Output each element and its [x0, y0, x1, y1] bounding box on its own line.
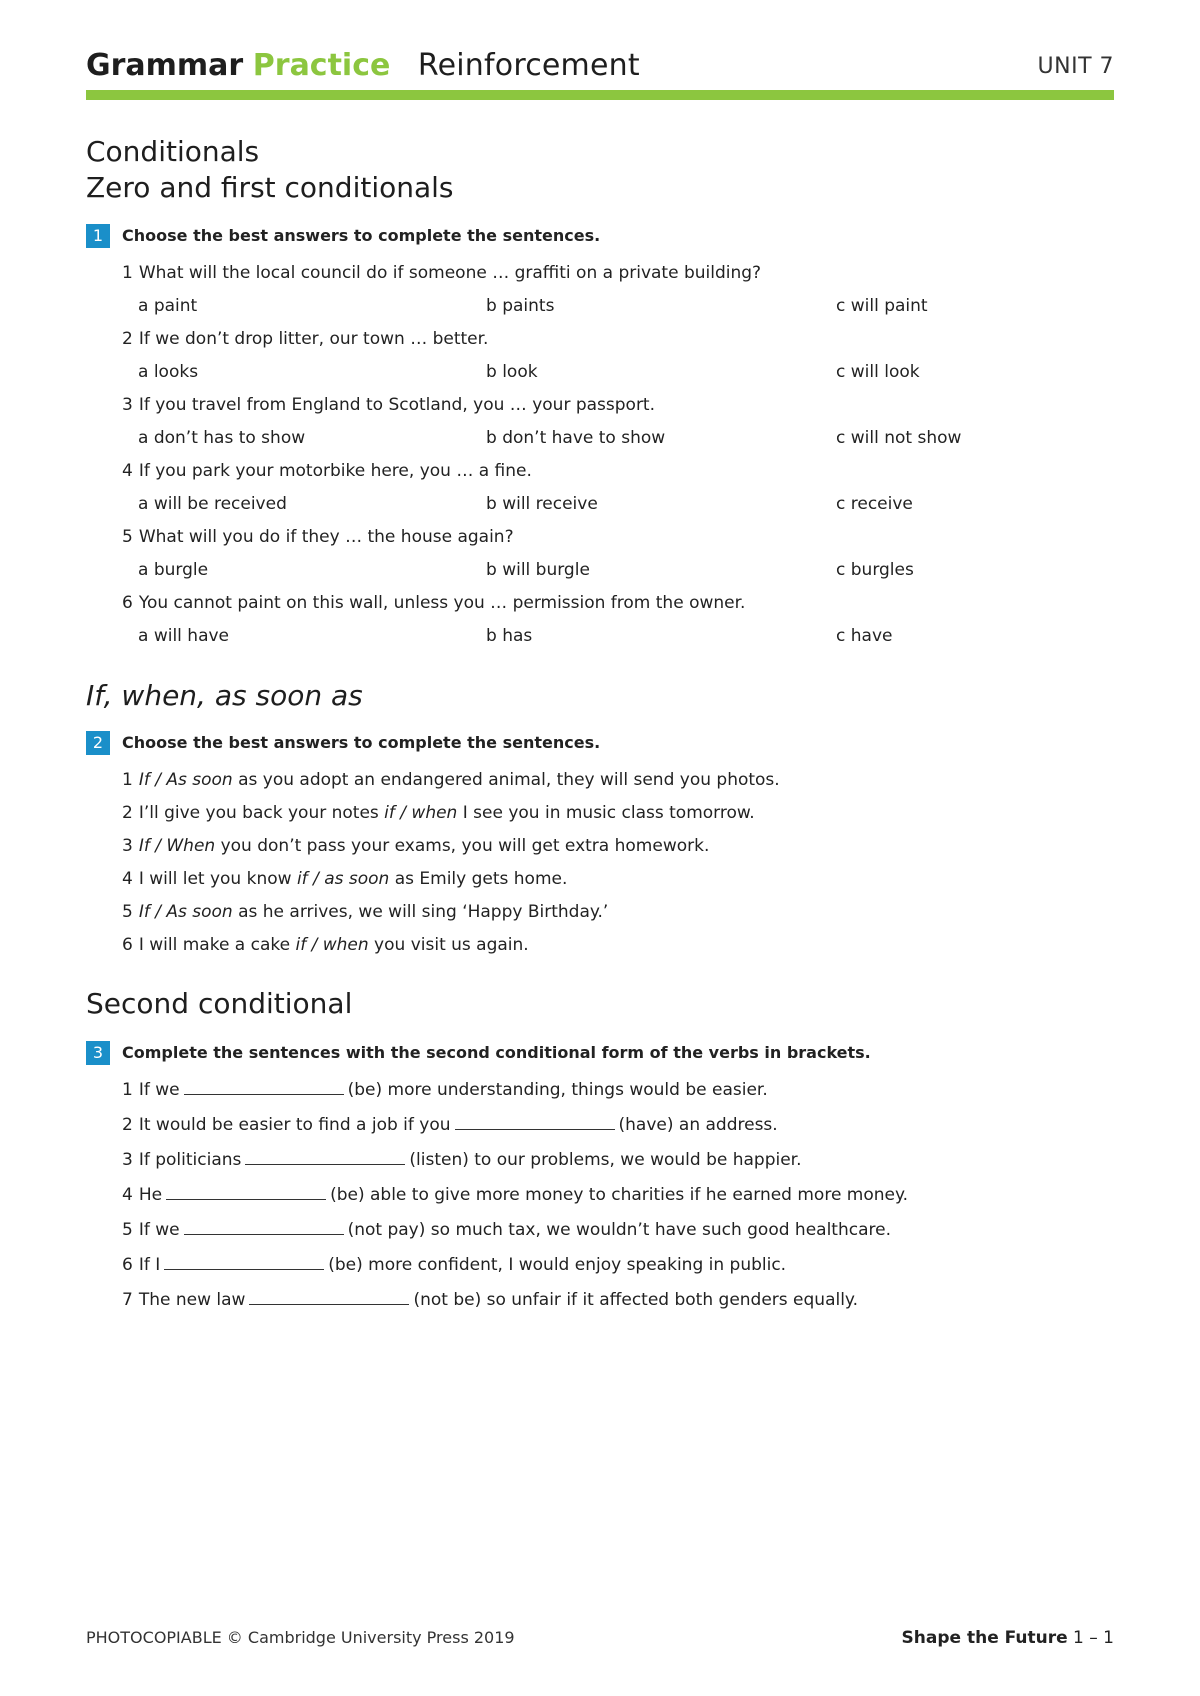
task1-q4-option-b[interactable]: b will receive	[486, 494, 598, 514]
task1-q5-option-a[interactable]: a burgle	[138, 560, 209, 580]
answer-blank[interactable]	[184, 1220, 344, 1235]
section2-title: If, when, as soon as	[86, 679, 363, 712]
task2-item-5: 5 If / As soon as he arrives, we will sing ‘Happy Birthday.’	[122, 902, 609, 922]
task1-header	[86, 224, 600, 248]
brand-practice: Practice	[252, 48, 391, 83]
task1-q4-option-a[interactable]: a will be received	[138, 494, 287, 514]
task2-item-3-choice[interactable]: If / When	[138, 836, 216, 856]
page-header	[86, 46, 1114, 100]
task1-q1-option-c[interactable]: c will paint	[836, 296, 928, 316]
section3-title: Second conditional	[86, 987, 353, 1020]
task1-question-3: 3 If you travel from England to Scotland, you … your passport.	[122, 395, 656, 415]
footer-title: Shape the Future 1 – 1	[901, 1628, 1114, 1648]
task2-item-1: 1 If / As soon as you adopt an endangered animal, they will send you photos.	[122, 770, 780, 790]
task3-instruction: Complete the sentences with the second conditional form of the verbs in brackets.	[122, 1043, 871, 1062]
task3-item-3: 3 If politicians (listen) to our problems, we would be happier.	[122, 1150, 802, 1170]
task2-item-2-choice[interactable]: if / when	[384, 803, 458, 823]
header-rule	[86, 90, 1114, 100]
task2-number: 2	[86, 731, 110, 755]
task3-item-1: 1 If we (be) more understanding, things would be easier.	[122, 1080, 768, 1100]
brand-title	[86, 46, 640, 86]
footer-copyright: PHOTOCOPIABLE © Cambridge University Press 2019	[86, 1628, 515, 1647]
unit-label: UNIT 7	[1037, 54, 1114, 79]
answer-blank[interactable]	[184, 1080, 344, 1095]
task1-instruction: Choose the best answers to complete the sentences.	[122, 226, 601, 245]
task2-item-4: 4 I will let you know if / as soon as Emily gets home.	[122, 869, 568, 889]
task1-q6-option-b[interactable]: b has	[486, 626, 533, 646]
task1-number: 1	[86, 224, 110, 248]
task2-item-5-choice[interactable]: If / As soon	[138, 902, 233, 922]
task2-header	[86, 731, 600, 755]
task2-item-4-choice[interactable]: if / as soon	[296, 869, 390, 889]
task1-q6-option-c[interactable]: c have	[836, 626, 893, 646]
task3-item-4: 4 He (be) able to give more money to charities if he earned more money.	[122, 1185, 909, 1205]
brand-grammar: Grammar	[86, 48, 244, 83]
task1-q5-option-c[interactable]: c burgles	[836, 560, 914, 580]
task1-question-1: 1 What will the local council do if someone … graffiti on a private building?	[122, 263, 762, 283]
task1-question-5: 5 What will you do if they … the house again?	[122, 527, 514, 547]
brand-reinforcement: Reinforcement	[417, 48, 640, 83]
task2-item-2: 2 I’ll give you back your notes if / when I see you in music class tomorrow.	[122, 803, 755, 823]
task1-question-2: 2 If we don’t drop litter, our town … better.	[122, 329, 489, 349]
task1-q3-option-b[interactable]: b don’t have to show	[486, 428, 666, 448]
task2-instruction: Choose the best answers to complete the sentences.	[122, 733, 601, 752]
task2-item-6: 6 I will make a cake if / when you visit us again.	[122, 935, 529, 955]
task3-item-2: 2 It would be easier to find a job if you (have) an address.	[122, 1115, 778, 1135]
answer-blank[interactable]	[164, 1255, 324, 1270]
task1-question-4: 4 If you park your motorbike here, you … a fine.	[122, 461, 532, 481]
task1-q2-option-b[interactable]: b look	[486, 362, 538, 382]
task1-q2-option-c[interactable]: c will look	[836, 362, 920, 382]
answer-blank[interactable]	[166, 1185, 326, 1200]
task1-question-6: 6 You cannot paint on this wall, unless you … permission from the owner.	[122, 593, 746, 613]
task3-item-7: 7 The new law (not be) so unfair if it affected both genders equally.	[122, 1290, 858, 1310]
task1-q4-option-c[interactable]: c receive	[836, 494, 913, 514]
task1-q2-option-a[interactable]: a looks	[138, 362, 199, 382]
task3-item-5: 5 If we (not pay) so much tax, we wouldn’t have such good healthcare.	[122, 1220, 891, 1240]
task3-number: 3	[86, 1041, 110, 1065]
task1-q6-option-a[interactable]: a will have	[138, 626, 230, 646]
task2-item-1-choice[interactable]: If / As soon	[138, 770, 233, 790]
task1-q1-option-b[interactable]: b paints	[486, 296, 555, 316]
task2-item-3: 3 If / When you don’t pass your exams, you will get extra homework.	[122, 836, 710, 856]
section1-title: Conditionals	[86, 135, 260, 168]
answer-blank[interactable]	[455, 1115, 615, 1130]
task1-q1-option-a[interactable]: a paint	[138, 296, 198, 316]
task1-q3-option-c[interactable]: c will not show	[836, 428, 962, 448]
section1-subtitle: Zero and first conditionals	[86, 171, 454, 204]
task3-item-6: 6 If I (be) more confident, I would enjoy speaking in public.	[122, 1255, 787, 1275]
task2-item-6-choice[interactable]: if / when	[295, 935, 369, 955]
answer-blank[interactable]	[245, 1150, 405, 1165]
task3-header	[86, 1041, 871, 1065]
task1-q3-option-a[interactable]: a don’t has to show	[138, 428, 306, 448]
task1-q5-option-b[interactable]: b will burgle	[486, 560, 590, 580]
answer-blank[interactable]	[249, 1290, 409, 1305]
